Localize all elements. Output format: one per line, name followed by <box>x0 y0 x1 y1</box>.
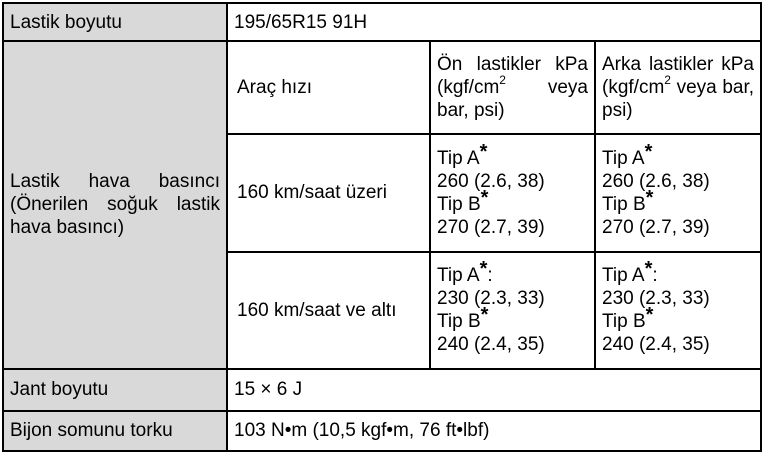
asterisk-mark: * <box>644 140 653 163</box>
front-low-value-a: 230 (2.3, 33) <box>437 288 545 310</box>
front-low-cell <box>430 252 595 369</box>
rear-high-cell <box>595 134 761 253</box>
type-label: Tip A <box>602 265 645 287</box>
asterisk-mark: * <box>644 258 653 281</box>
rear-high-type-b <box>602 186 754 216</box>
asterisk-mark: * <box>479 258 488 281</box>
type-label: Tip B <box>437 311 481 333</box>
rear-high-value-a: 260 (2.6, 38) <box>602 170 710 192</box>
rear-high-type-a <box>602 140 754 170</box>
front-low-value-b: 240 (2.4, 35) <box>437 334 545 356</box>
type-label: Tip A <box>602 147 645 169</box>
asterisk-mark: * <box>480 186 489 209</box>
type-suffix: : <box>487 265 493 287</box>
row-pressure-header <box>3 41 761 133</box>
front-tires-header-text: Ön lastikler kPa (kgf/cm <box>437 53 588 98</box>
front-high-value-a: 260 (2.6, 38) <box>437 170 545 192</box>
rear-tires-header <box>595 41 761 133</box>
row-tire-size <box>3 3 761 41</box>
rear-low-type-b <box>602 304 754 333</box>
front-tires-header-tail: veya bar, psi) <box>437 76 588 121</box>
row-rim-size <box>3 369 761 411</box>
rear-tires-header-tail: veya bar, psi) <box>602 76 755 121</box>
row-lug-nut-torque <box>3 411 761 451</box>
type-label: Tip A <box>437 265 480 287</box>
rear-low-type-a <box>602 258 754 287</box>
tire-size-label: Lastik boyutu <box>3 3 227 41</box>
tire-size-value: 195/65R15 91H <box>227 3 761 41</box>
type-suffix: : <box>652 265 658 287</box>
type-label: Tip A <box>437 147 480 169</box>
front-high-type-a <box>437 140 588 170</box>
speed-low-label: 160 km/saat ve altı <box>227 252 430 369</box>
rear-high-value-b: 270 (2.7, 39) <box>602 216 710 238</box>
lug-nut-torque-label: Bijon somunu torku <box>3 411 227 451</box>
speed-high-label: 160 km/saat üzeri <box>227 134 430 253</box>
asterisk-mark: * <box>479 140 488 163</box>
rear-low-cell <box>595 252 761 369</box>
front-tires-header-sup: 2 <box>499 72 506 87</box>
lug-nut-torque-value: 103 N•m (10,5 kgf•m, 76 ft•lbf) <box>227 411 761 451</box>
front-low-type-a <box>437 258 588 287</box>
vehicle-speed-header: Araç hızı <box>227 41 430 133</box>
front-high-value-b: 270 (2.7, 39) <box>437 216 545 238</box>
tire-pressure-label: Lastik hava basıncı (Önerilen soğuk lastik hava basıncı) <box>3 41 227 368</box>
rim-size-value: 15 × 6 J <box>227 369 761 411</box>
type-label: Tip B <box>602 193 646 215</box>
asterisk-mark: * <box>645 186 654 209</box>
front-high-type-b <box>437 186 588 216</box>
type-label: Tip B <box>602 311 646 333</box>
front-low-type-b <box>437 304 588 333</box>
rear-low-value-b: 240 (2.4, 35) <box>602 334 710 356</box>
asterisk-mark: * <box>480 304 489 327</box>
type-label: Tip B <box>437 193 481 215</box>
front-tires-header <box>430 41 595 133</box>
tire-spec-table <box>2 2 762 452</box>
rear-tires-header-text: Arka lastikler kPa (kgf/cm <box>602 53 755 98</box>
front-high-cell <box>430 134 595 253</box>
rim-size-label: Jant boyutu <box>3 369 227 411</box>
rear-tires-header-sup: 2 <box>664 72 671 87</box>
rear-low-value-a: 230 (2.3, 33) <box>602 288 710 310</box>
asterisk-mark: * <box>645 304 654 327</box>
